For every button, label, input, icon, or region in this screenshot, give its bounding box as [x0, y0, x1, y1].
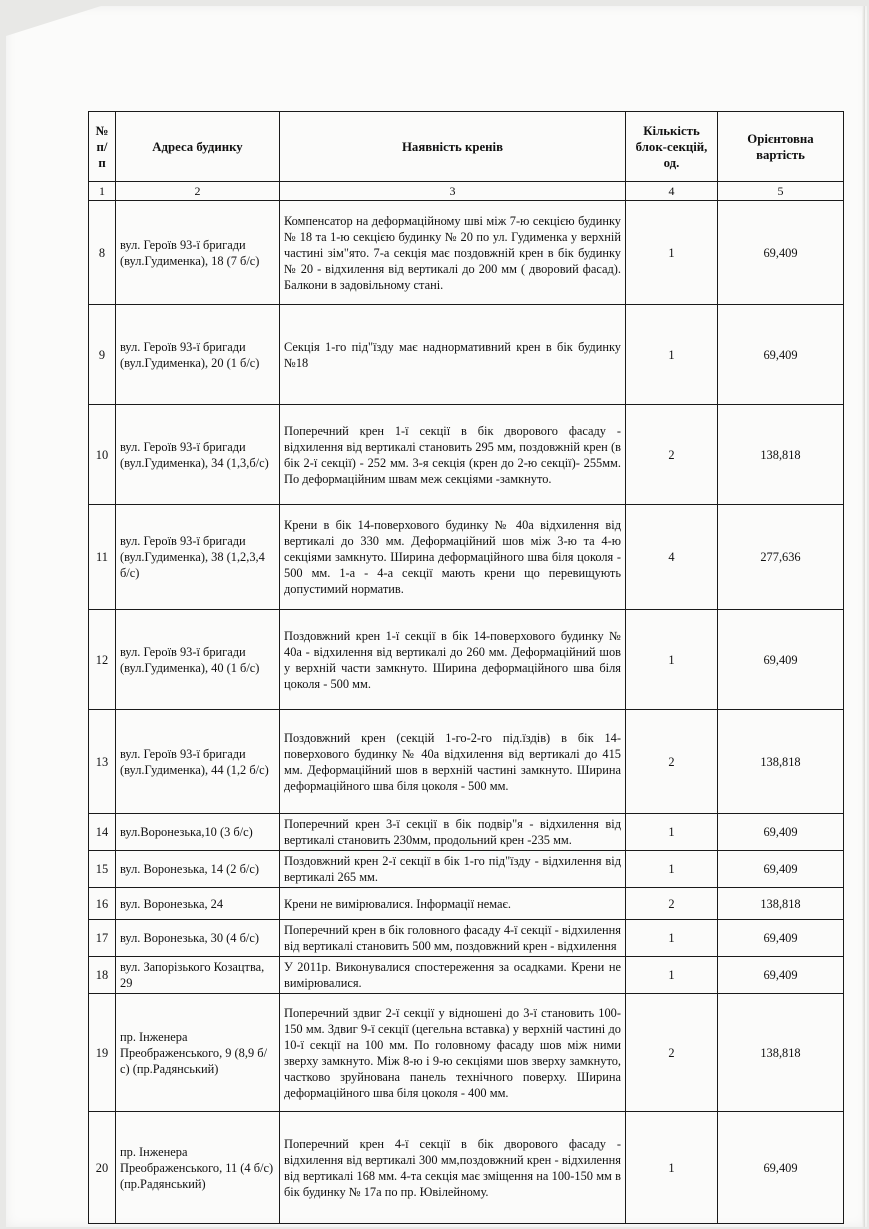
block-count: 1 — [626, 957, 718, 994]
block-count: 1 — [626, 1112, 718, 1224]
tilt-description: Компенсатор на деформаційному шві між 7-ю секцією будинку № 18 та 1-ю секцією будинку № 20 по ул. Гудименка у верхній частині зім"ято. 7-а секція має поздовжній крен в бік будинку № 20 - відхилення від вертикалі до 200 мм ( дворовий фасад). Балкони в задовільному стані. — [280, 201, 626, 305]
tilt-description: У 2011р. Виконувалися спостереження за осадками. Крени не вимірювалися. — [280, 957, 626, 994]
row-number: 10 — [89, 405, 116, 505]
estimated-cost: 69,409 — [718, 851, 844, 888]
header-address: Адреса будинку — [116, 112, 280, 182]
row-number: 18 — [89, 957, 116, 994]
block-count: 1 — [626, 851, 718, 888]
column-index: 1 — [89, 182, 116, 201]
table-row — [89, 888, 844, 920]
row-number: 15 — [89, 851, 116, 888]
building-address: пр. Інженера Преображенського, 9 (8,9 б/с) (пр.Радянський) — [116, 994, 280, 1112]
estimated-cost: 69,409 — [718, 610, 844, 710]
building-address: вул. Героїв 93-ї бригади (вул.Гудименка), 44 (1,2 б/с) — [116, 710, 280, 814]
row-number: 19 — [89, 994, 116, 1112]
column-index: 5 — [718, 182, 844, 201]
estimated-cost: 69,409 — [718, 957, 844, 994]
block-count: 2 — [626, 405, 718, 505]
estimated-cost: 69,409 — [718, 201, 844, 305]
row-number: 16 — [89, 888, 116, 920]
tilt-description: Поперечний крен в бік головного фасаду 4-ї секції - відхилення від вертикалі становить 500 мм, поздовжний крен - відхилення — [280, 920, 626, 957]
block-count: 2 — [626, 710, 718, 814]
block-count: 4 — [626, 505, 718, 610]
row-number: 20 — [89, 1112, 116, 1224]
row-number: 11 — [89, 505, 116, 610]
table-row — [89, 1112, 844, 1224]
block-count: 1 — [626, 305, 718, 405]
building-address: вул. Воронезька, 24 — [116, 888, 280, 920]
tilt-description: Крени в бік 14-поверхового будинку № 40а відхилення від вертикалі до 330 мм. Деформаційний шов між 3-ю та 4-ю секціями замкнуто. Ширина деформаційного шва біля цоколя - 500 мм. 1-а - 4-а секції мають крени що перевищують допустимий норматив. — [280, 505, 626, 610]
table-row — [89, 851, 844, 888]
page-corner-fold — [6, 6, 101, 36]
building-address: вул. Героїв 93-ї бригади (вул.Гудименка), 38 (1,2,3,4 б/с) — [116, 505, 280, 610]
column-index-row — [89, 182, 844, 201]
row-number: 14 — [89, 814, 116, 851]
table-header-row — [89, 112, 844, 182]
tilt-description: Поздовжний крен 1-ї секції в бік 14-поверхового будинку № 40а - відхилення від вертикалі до 260 мм. Деформаційний шов у верхній части замкнуто. Ширина деформаційного шва біля цоколя - 500 мм. — [280, 610, 626, 710]
row-number: 8 — [89, 201, 116, 305]
table-row — [89, 710, 844, 814]
building-address: вул. Воронезька, 30 (4 б/с) — [116, 920, 280, 957]
column-index: 2 — [116, 182, 280, 201]
estimated-cost: 69,409 — [718, 305, 844, 405]
building-address: пр. Інженера Преображенського, 11 (4 б/с) (пр.Радянський) — [116, 1112, 280, 1224]
column-index: 3 — [280, 182, 626, 201]
building-address: вул. Героїв 93-ї бригади (вул.Гудименка), 18 (7 б/с) — [116, 201, 280, 305]
table-row — [89, 920, 844, 957]
table-row — [89, 201, 844, 305]
header-estimated-cost: Орієнтовна вартість — [718, 112, 844, 182]
block-count: 1 — [626, 610, 718, 710]
tilt-description: Поздовжний крен (секцій 1-го-2-го під.їздів) в бік 14-поверхового будинку № 40а відхилення від вертикалі до 415 мм. Деформаційний шов в верхній частині замкнуто. Ширина деформаційного шва біля цоколя - 500 мм. — [280, 710, 626, 814]
tilt-description: Поперечний здвиг 2-ї секції у відношені до 3-ї становить 100-150 мм. Здвиг 9-ї секції (цегельна вставка) у верхній частині до 10-ї секції на 100 мм. По головному фасаду шов між ними зверху замкнуто. Між 8-ю і 9-ю секціями шов зверху замкнуто, частково зруйнована панель технічного поверху. Ширина деформаційного шва біля цоколя - 400 мм. — [280, 994, 626, 1112]
building-address: вул. Героїв 93-ї бригади (вул.Гудименка), 20 (1 б/с) — [116, 305, 280, 405]
header-block-count: Кількість блок-секцій, од. — [626, 112, 718, 182]
scanned-page — [6, 6, 867, 1227]
tilt-description: Поперечний крен 3-ї секції в бік подвір"я - відхилення від вертикалі становить 230мм, продольний крен -235 мм. — [280, 814, 626, 851]
building-address: вул. Героїв 93-ї бригади (вул.Гудименка), 40 (1 б/с) — [116, 610, 280, 710]
table-row — [89, 814, 844, 851]
table-row — [89, 957, 844, 994]
estimated-cost: 138,818 — [718, 888, 844, 920]
block-count: 1 — [626, 201, 718, 305]
table-row — [89, 405, 844, 505]
estimated-cost: 138,818 — [718, 994, 844, 1112]
building-address: вул. Героїв 93-ї бригади (вул.Гудименка), 34 (1,3,б/с) — [116, 405, 280, 505]
block-count: 1 — [626, 920, 718, 957]
row-number: 13 — [89, 710, 116, 814]
estimated-cost: 69,409 — [718, 814, 844, 851]
table-row — [89, 305, 844, 405]
estimated-cost: 138,818 — [718, 405, 844, 505]
row-number: 12 — [89, 610, 116, 710]
building-address: вул.Воронезька,10 (3 б/с) — [116, 814, 280, 851]
row-number: 17 — [89, 920, 116, 957]
building-address: вул. Воронезька, 14 (2 б/с) — [116, 851, 280, 888]
table-row — [89, 994, 844, 1112]
tilt-description: Поперечний крен 4-ї секції в бік дворового фасаду - відхилення від вертикалі 300 мм,поздовжний крен - відхилення від вертикалі 168 мм. 4-та секція має зміщення на 100-150 мм в бік будинку № 17а по пр. Ювілейному. — [280, 1112, 626, 1224]
estimated-cost: 138,818 — [718, 710, 844, 814]
estimated-cost: 69,409 — [718, 1112, 844, 1224]
block-count: 2 — [626, 994, 718, 1112]
header-tilt: Наявність кренів — [280, 112, 626, 182]
header-number: № п/п — [89, 112, 116, 182]
block-count: 1 — [626, 814, 718, 851]
estimated-cost: 69,409 — [718, 920, 844, 957]
block-count: 2 — [626, 888, 718, 920]
row-number: 9 — [89, 305, 116, 405]
building-address: вул. Запорізького Козацтва, 29 — [116, 957, 280, 994]
tilt-description: Секція 1-го під"їзду має наднормативний крен в бік будинку №18 — [280, 305, 626, 405]
tilt-description: Крени не вимірювалися. Інформації немає. — [280, 888, 626, 920]
estimated-cost: 277,636 — [718, 505, 844, 610]
table-row — [89, 610, 844, 710]
building-tilt-table — [88, 111, 844, 1224]
tilt-description: Поперечний крен 1-ї секції в бік дворового фасаду - відхилення від вертикалі становить 295 мм, поздовжній крен (в бік 2-ї секції) - 252 мм. 3-я секція (крен до 2-ю секції)- 255мм. По деформаційним швам меж секціями -замкнуто. — [280, 405, 626, 505]
column-index: 4 — [626, 182, 718, 201]
tilt-description: Поздовжний крен 2-ї секції в бік 1-го під"їзду - відхилення від вертикалі 265 мм. — [280, 851, 626, 888]
page-edge-shadow — [862, 6, 865, 1227]
table-row — [89, 505, 844, 610]
